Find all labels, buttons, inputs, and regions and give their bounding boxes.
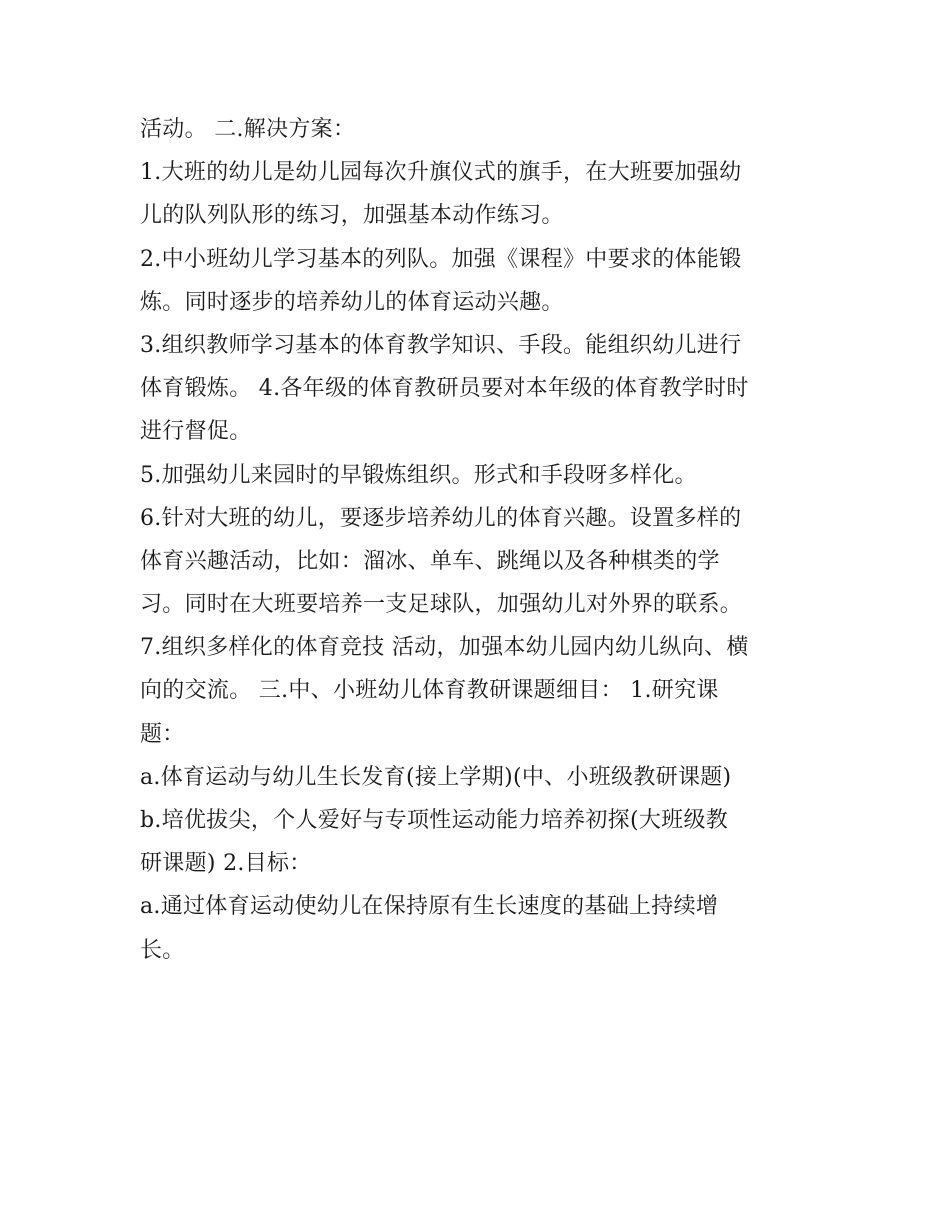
text-line-8: 进行督促。 bbox=[140, 419, 252, 445]
text-line-1: 活动。 二.解决方案： bbox=[140, 117, 356, 142]
text-line-9: 5.加强幼儿来园时的早锻炼组织。形式和手段呀多样化。 bbox=[140, 462, 697, 488]
text-line-2: 1.大班的幼儿是幼儿园每次升旗仪式的旗手，在大班要加强幼 bbox=[140, 160, 742, 186]
text-line-17: b.培优拔尖，个人爱好与专项性运动能力培养初探(大班级教 bbox=[140, 808, 729, 833]
text-line-6: 3.组织教师学习基本的体育教学知识、手段。能组织幼儿进行 bbox=[140, 332, 742, 358]
document-page bbox=[140, 108, 820, 972]
text-line-11: 体育兴趣活动，比如：溜冰、单车、跳绳以及各种棋类的学 bbox=[140, 548, 720, 574]
text-line-20: 长。 bbox=[140, 937, 185, 963]
text-line-5: 炼。同时逐步的培养幼儿的体育运动兴趣。 bbox=[140, 289, 564, 315]
text-line-15: 题： bbox=[140, 721, 185, 747]
text-line-3: 儿的队列队形的练习，加强基本动作练习。 bbox=[140, 203, 564, 229]
text-line-19: a.通过体育运动使幼儿在保持原有生长速度的基础上持续增 bbox=[140, 894, 719, 920]
text-line-4: 2.中小班幼儿学习基本的列队。加强《课程》中要求的体能锻 bbox=[140, 246, 742, 272]
text-line-16: a.体育运动与幼儿生长发育(接上学期)(中、小班级教研课题) bbox=[140, 764, 732, 790]
text-line-7: 体育锻炼。 4.各年级的体育教研员要对本年级的体育教学时时 bbox=[140, 376, 749, 402]
text-line-14: 向的交流。 三.中、小班幼儿体育教研课题细目： 1.研究课 bbox=[140, 678, 719, 704]
text-line-10: 6.针对大班的幼儿，要逐步培养幼儿的体育兴趣。设置多样的 bbox=[140, 505, 742, 531]
text-line-13: 7.组织多样化的体育竞技 活动，加强本幼儿园内幼儿纵向、横 bbox=[140, 635, 749, 661]
text-line-12: 习。同时在大班要培养一支足球队，加强幼儿对外界的联系。 bbox=[140, 592, 743, 618]
text-line-18: 研课题) 2.目标： bbox=[140, 851, 312, 877]
